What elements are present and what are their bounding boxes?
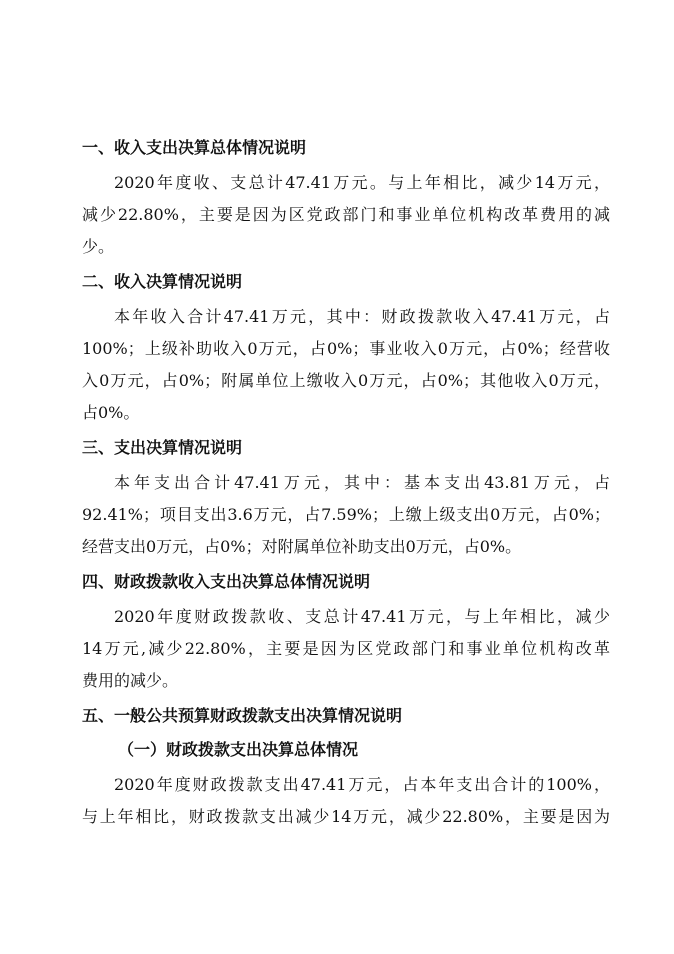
paragraph-line: 经营支出0万元，占0%；对附属单位补助支出0万元，占0%。 [82,537,522,556]
paragraph-line: 2020年度财政拨款支出47.41万元，占本年支出合计的100%， [114,775,610,794]
paragraph-line: 14万元,减少22.80%，主要是因为区党政部门和事业单位机构改革 [82,639,610,658]
paragraph-line: 本年支出合计47.41万元，其中：基本支出43.81万元，占 [114,473,610,492]
paragraph-line: 92.41%；项目支出3.6万元，占7.59%；上缴上级支出0万元，占0%； [82,505,610,524]
subsection-heading-5-1: （一）财政拨款支出决算总体情况 [118,740,359,759]
paragraph-line: 2020年度财政拨款收、支总计47.41万元，与上年相比，减少 [114,607,610,626]
section-5-paragraph [82,769,610,833]
paragraph-line: 2020年度收、支总计47.41万元。与上年相比，减少14万元， [114,173,610,192]
paragraph-line: 少。 [82,237,115,256]
section-3-paragraph [82,467,610,563]
section-heading-4: 四、财政拨款收入支出决算总体情况说明 [82,572,371,591]
paragraph-line: 占0%。 [82,403,140,422]
section-heading-1: 一、收入支出决算总体情况说明 [82,138,307,157]
section-1-paragraph [82,167,610,263]
paragraph-line: 减少22.80%，主要是因为区党政部门和事业单位机构改革费用的减 [82,205,610,224]
section-heading-5: 五、一般公共预算财政拨款支出决算情况说明 [82,706,403,725]
paragraph-line: 费用的减少。 [82,671,179,690]
paragraph-line: 100%；上级补助收入0万元，占0%；事业收入0万元，占0%；经营收 [82,339,610,358]
section-heading-2: 二、收入决算情况说明 [82,272,243,291]
paragraph-line: 与上年相比，财政拨款支出减少14万元，减少22.80%，主要是因为 [82,807,610,826]
section-heading-3: 三、支出决算情况说明 [82,438,243,457]
paragraph-line: 入0万元，占0%；附属单位上缴收入0万元，占0%；其他收入0万元， [82,371,610,390]
section-2-paragraph [82,301,610,429]
section-4-paragraph [82,601,610,697]
document-page [82,133,610,833]
paragraph-line: 本年收入合计47.41万元，其中：财政拨款收入47.41万元，占 [114,307,610,326]
